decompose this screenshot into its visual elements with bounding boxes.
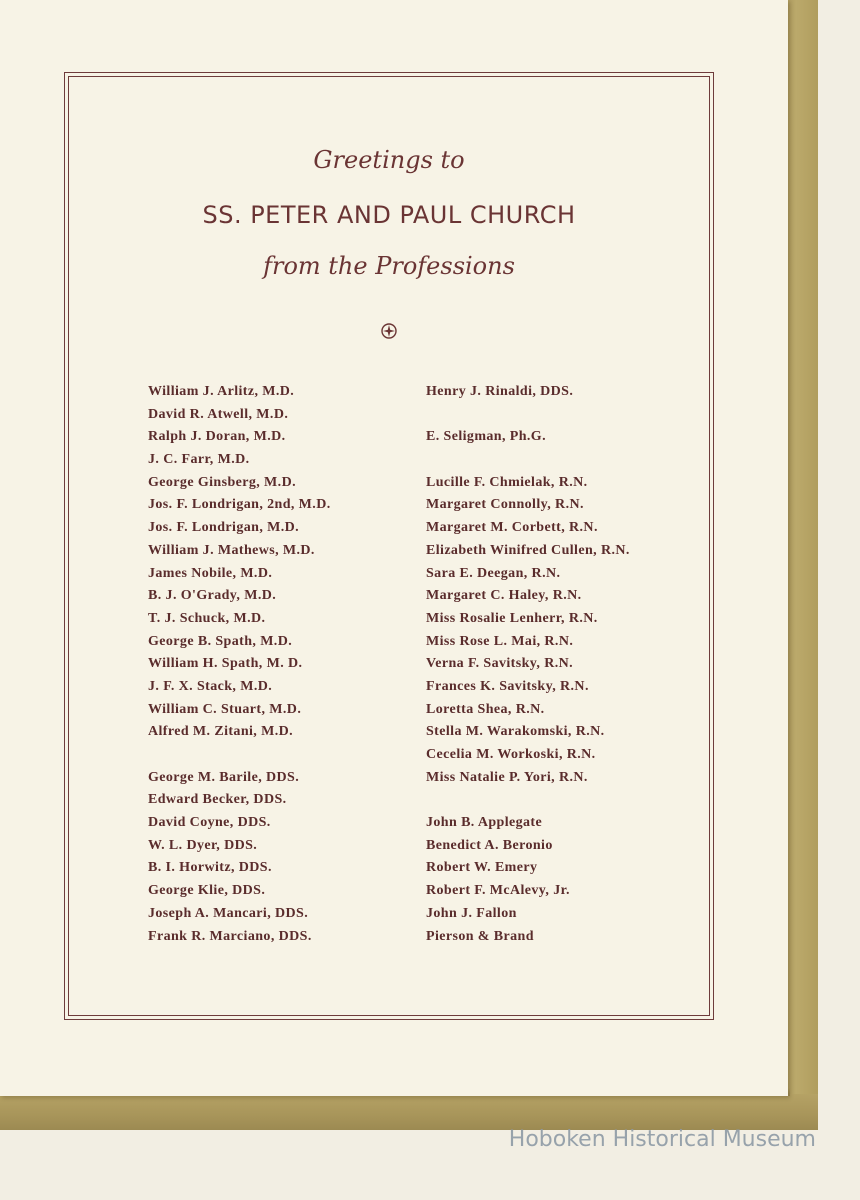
name-entry: Stella M. Warakomski, R.N. <box>426 724 605 740</box>
name-entry: George Ginsberg, M.D. <box>148 474 296 490</box>
name-entry: Lucille F. Chmielak, R.N. <box>426 474 588 490</box>
name-entry: Elizabeth Winifred Cullen, R.N. <box>426 542 630 558</box>
name-entry: Margaret Connolly, R.N. <box>426 497 584 513</box>
name-entry: Miss Rose L. Mai, R.N. <box>426 633 574 649</box>
name-entry: Loretta Shea, R.N. <box>426 701 545 717</box>
name-entry: George B. Spath, M.D. <box>148 633 293 649</box>
name-entry: David R. Atwell, M.D. <box>148 406 289 422</box>
gold-cover-edge-bottom <box>0 1094 818 1130</box>
name-entry: Henry J. Rinaldi, DDS. <box>426 384 574 399</box>
name-entry: Robert W. Emery <box>426 860 538 876</box>
name-entry: Jos. F. Londrigan, M.D. <box>148 520 300 536</box>
name-entry: William C. Stuart, M.D. <box>148 701 302 717</box>
name-entry: Sara E. Deegan, R.N. <box>426 565 561 581</box>
name-entry: Jos. F. Londrigan, 2nd, M.D. <box>148 497 331 513</box>
name-entry: William H. Spath, M. D. <box>148 656 303 672</box>
name-entry: Verna F. Savitsky, R.N. <box>426 656 574 672</box>
name-entry: Ralph J. Doran, M.D. <box>148 429 286 445</box>
name-entry: John B. Applegate <box>426 815 543 831</box>
name-entry: Frances K. Savitsky, R.N. <box>426 678 589 694</box>
name-entry: E. Seligman, Ph.G. <box>426 429 546 445</box>
name-entry: Robert F. McAlevy, Jr. <box>426 883 570 899</box>
name-entry: David Coyne, DDS. <box>148 815 271 831</box>
name-entry: Margaret C. Haley, R.N. <box>426 588 582 604</box>
name-entry: Miss Rosalie Lenherr, R.N. <box>426 610 598 626</box>
name-entry: B. J. O'Grady, M.D. <box>148 588 277 604</box>
name-entry: Joseph A. Mancari, DDS. <box>148 905 309 921</box>
name-entry: William J. Arlitz, M.D. <box>148 384 295 399</box>
names-column-right <box>426 381 630 948</box>
name-entry: Margaret M. Corbett, R.N. <box>426 520 598 536</box>
name-entry: Miss Natalie P. Yori, R.N. <box>426 769 588 785</box>
name-entry: Benedict A. Beronio <box>426 837 553 853</box>
name-entry: J. C. Farr, M.D. <box>148 452 250 468</box>
greeting-line: Greetings to <box>313 146 465 174</box>
church-name-heading: SS. PETER AND PAUL CHURCH <box>202 201 576 229</box>
name-entry: George M. Barile, DDS. <box>148 769 300 785</box>
spacer <box>426 789 630 812</box>
spacer <box>426 449 630 472</box>
name-entry: Cecelia M. Workoski, R.N. <box>426 747 596 762</box>
rosette-icon <box>380 322 398 340</box>
name-entry: Alfred M. Zitani, M.D. <box>148 724 294 740</box>
name-entry: Pierson & Brand <box>426 928 534 944</box>
name-entry: William J. Mathews, M.D. <box>148 542 315 558</box>
museum-watermark: Hoboken Historical Museum <box>508 1127 816 1152</box>
spacer <box>148 744 331 767</box>
name-entry: James Nobile, M.D. <box>148 565 273 581</box>
spacer <box>426 404 630 427</box>
name-entry: W. L. Dyer, DDS. <box>148 837 258 853</box>
professions-subheading: from the Professions <box>263 252 515 280</box>
name-entry: John J. Fallon <box>426 905 517 921</box>
name-entry: T. J. Schuck, M.D. <box>148 610 266 626</box>
name-entry: George Klie, DDS. <box>148 883 266 899</box>
name-entry: Frank R. Marciano, DDS. <box>148 928 312 944</box>
name-entry: B. I. Horwitz, DDS. <box>148 860 272 876</box>
name-entry: Edward Becker, DDS. <box>148 792 287 808</box>
names-column-left <box>148 381 331 948</box>
name-entry: J. F. X. Stack, M.D. <box>148 678 273 694</box>
